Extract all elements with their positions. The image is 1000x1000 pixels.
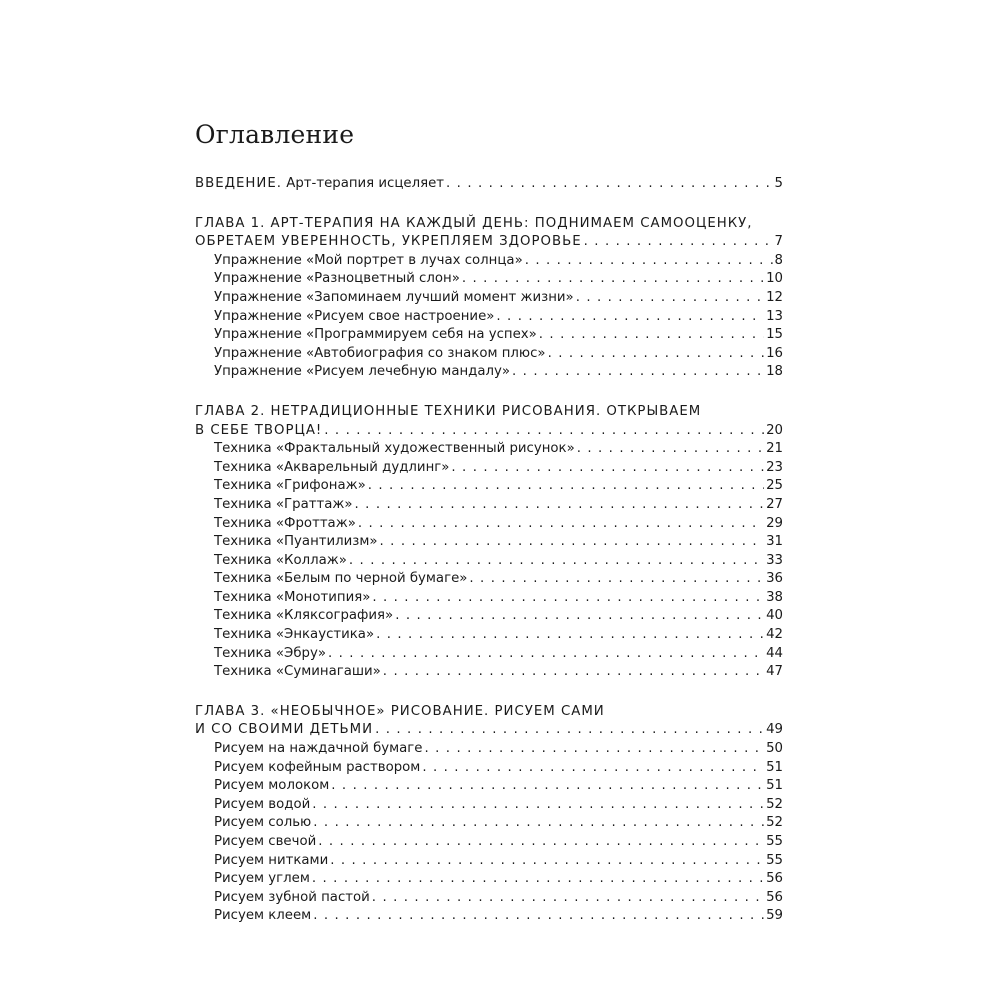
dot-leader	[424, 740, 764, 759]
page-number: 36	[766, 571, 783, 587]
toc-entry	[195, 589, 783, 608]
page-number: 10	[766, 271, 783, 287]
dot-leader	[349, 552, 764, 571]
section-gap	[195, 382, 783, 403]
page-number: 18	[766, 364, 783, 380]
toc-entry-label: Техника «Монотипия»	[214, 589, 371, 605]
toc-entry	[195, 607, 783, 626]
dot-leader	[512, 363, 764, 382]
page-number: 44	[766, 645, 783, 661]
page-number: 29	[766, 515, 783, 531]
toc-entry-label: Техника «Граттаж»	[214, 496, 353, 512]
toc-entry	[195, 533, 783, 552]
toc-entry-label: Рисуем молоком	[214, 778, 330, 794]
dot-leader	[576, 289, 764, 308]
dot-leader	[330, 852, 764, 871]
toc-entry	[195, 345, 783, 364]
toc-entry-label: Упражнение «Мой портрет в лучах солнца»	[214, 252, 523, 268]
chapter-heading-line2	[195, 422, 783, 441]
page-number: 12	[766, 289, 783, 305]
toc-entry	[195, 440, 783, 459]
dot-leader	[380, 533, 765, 552]
toc-entry	[195, 626, 783, 645]
toc-entry-label: Рисуем свечой	[214, 834, 317, 849]
toc-entry-label: Упражнение «Разноцветный слон»	[214, 271, 460, 287]
toc-entry	[195, 889, 783, 908]
page-number: 52	[766, 796, 783, 812]
page-number: 33	[766, 552, 783, 568]
chapter-heading-label: В СЕБЕ ТВОРЦА!	[195, 422, 323, 438]
dot-leader	[355, 496, 765, 515]
dot-leader	[328, 645, 764, 664]
dot-leader	[584, 233, 773, 252]
toc-entry	[195, 570, 783, 589]
toc-entry-label: Техника «Фроттаж»	[214, 515, 356, 531]
chapter-heading-label: ОБРЕТАЕМ УВЕРЕННОСТЬ, УКРЕПЛЯЕМ ЗДОРОВЬЕ	[195, 234, 582, 250]
toc-entry	[195, 552, 783, 571]
page-number: 27	[766, 496, 783, 512]
dot-leader	[372, 589, 764, 608]
toc-entry-intro	[195, 175, 783, 194]
toc-entry	[195, 663, 783, 682]
page-number: 16	[766, 345, 783, 361]
toc-entry-label: Техника «Суминагаши»	[214, 664, 381, 680]
page-number: 5	[774, 176, 783, 191]
toc-entry-label: Техника «Акварельный дудлинг»	[214, 459, 450, 475]
toc-entry-label: Рисуем водой	[214, 796, 311, 812]
page-number: 50	[766, 741, 783, 757]
page-number: 25	[766, 478, 783, 494]
toc-entry-label: Техника «Энкаустика»	[214, 627, 375, 643]
intro-caps: ВВЕДЕНИЕ.	[195, 176, 283, 191]
dot-leader	[318, 833, 764, 852]
dot-leader	[375, 721, 764, 740]
page-number: 56	[766, 889, 783, 905]
chapter-heading-line1: ГЛАВА 1. АРТ-ТЕРАПИЯ НА КАЖДЫЙ ДЕНЬ: ПОДНИМАЕМ САМООЦЕНКУ,	[195, 215, 753, 231]
toc-entry-label: Упражнение «Автобиография со знаком плюс»	[214, 345, 546, 361]
page-number: 15	[766, 327, 783, 343]
dot-leader	[313, 907, 764, 926]
dot-leader	[368, 477, 764, 496]
toc-entry	[195, 870, 783, 889]
toc-entry	[195, 833, 783, 852]
toc-entry	[195, 814, 783, 833]
page-number: 40	[766, 608, 783, 624]
page-number: 56	[766, 871, 783, 887]
dot-leader	[312, 796, 764, 815]
dot-leader	[422, 759, 764, 778]
chapter-list	[195, 194, 783, 926]
dot-leader	[358, 515, 764, 534]
toc-entry	[195, 326, 783, 345]
section-gap	[195, 194, 783, 215]
toc-entry	[195, 270, 783, 289]
dot-leader	[324, 422, 764, 441]
dot-leader	[548, 345, 765, 364]
chapter-heading-line2	[195, 721, 783, 740]
toc-entry-label: Рисуем углем	[214, 871, 310, 887]
page-number: 51	[766, 778, 783, 794]
dot-leader	[451, 459, 764, 478]
page-number: 52	[766, 815, 783, 831]
toc-entry-label: Рисуем клеем	[214, 908, 312, 924]
toc-entry	[195, 796, 783, 815]
toc-entry-label: Рисуем на наждачной бумаге	[214, 741, 423, 757]
dot-leader	[496, 308, 764, 327]
toc-entry	[195, 496, 783, 515]
toc-entry	[195, 252, 783, 271]
dot-leader	[312, 870, 764, 889]
toc-entry	[195, 777, 783, 796]
toc-entry	[195, 363, 783, 382]
page-number: 49	[766, 722, 783, 738]
toc-entry-label	[195, 175, 444, 194]
chapter-heading-line2	[195, 233, 783, 252]
dot-leader	[313, 814, 764, 833]
page-title: Оглавление	[195, 120, 355, 149]
toc-entry	[195, 907, 783, 926]
toc-entry-label: Техника «Пуантилизм»	[214, 534, 378, 550]
page-number: 8	[774, 252, 783, 268]
page-number: 20	[766, 422, 783, 438]
toc-entry	[195, 645, 783, 664]
intro-rest: Арт-терапия исцеляет	[282, 176, 445, 191]
toc-entry	[195, 740, 783, 759]
dot-leader	[331, 777, 764, 796]
page-number: 47	[766, 664, 783, 680]
toc-entry	[195, 308, 783, 327]
table-of-contents	[195, 118, 783, 926]
toc-entry-label: Техника «Кляксография»	[214, 608, 394, 624]
toc-entry-label: Техника «Эбру»	[214, 645, 326, 661]
dot-leader	[395, 607, 764, 626]
toc-entry	[195, 759, 783, 778]
page-number: 7	[774, 234, 783, 250]
dot-leader	[462, 270, 764, 289]
toc-entry	[195, 852, 783, 871]
page-number: 55	[766, 852, 783, 868]
chapter-heading-label: И СО СВОИМИ ДЕТЬМИ	[195, 722, 374, 738]
dot-leader	[525, 252, 773, 271]
toc-entry-label: Рисуем нитками	[214, 852, 329, 868]
toc-entry-label: Упражнение «Рисуем лечебную мандалу»	[214, 364, 511, 380]
toc-entry-label: Техника «Грифонаж»	[214, 478, 366, 494]
toc-entry-label: Техника «Фрактальный художественный рисунок»	[214, 441, 575, 457]
toc-entry-label: Техника «Белым по черной бумаге»	[214, 571, 468, 587]
chapter-heading-line1: ГЛАВА 2. НЕТРАДИЦИОННЫЕ ТЕХНИКИ РИСОВАНИЯ. ОТКРЫВАЕМ	[195, 403, 702, 419]
dot-leader	[372, 889, 764, 908]
page-number: 31	[766, 534, 783, 550]
dot-leader	[446, 175, 773, 194]
page-number: 38	[766, 589, 783, 605]
page-number: 23	[766, 459, 783, 475]
page-number: 42	[766, 627, 783, 643]
toc-entry-label: Рисуем кофейным раствором	[214, 759, 421, 775]
page-number: 55	[766, 834, 783, 849]
page-number: 51	[766, 759, 783, 775]
toc-entry	[195, 459, 783, 478]
section-gap	[195, 682, 783, 703]
toc-entry-label: Рисуем зубной пастой	[214, 889, 370, 905]
dot-leader	[376, 626, 764, 645]
toc-entry	[195, 515, 783, 534]
dot-leader	[577, 440, 764, 459]
toc-entry-label: Упражнение «Запоминаем лучший момент жизни»	[214, 289, 574, 305]
toc-entry-label: Упражнение «Программируем себя на успех»	[214, 327, 537, 343]
page-number: 13	[766, 308, 783, 324]
page-number: 59	[766, 908, 783, 924]
chapter-heading-line1: ГЛАВА 3. «НЕОБЫЧНОЕ» РИСОВАНИЕ. РИСУЕМ САМИ	[195, 703, 605, 719]
page-number: 21	[766, 441, 783, 457]
dot-leader	[539, 326, 764, 345]
dot-leader	[383, 663, 764, 682]
toc-entry	[195, 289, 783, 308]
toc-entry-label: Рисуем солью	[214, 815, 312, 831]
toc-entry	[195, 477, 783, 496]
toc-entry-label: Упражнение «Рисуем свое настроение»	[214, 308, 495, 324]
toc-entry-label: Техника «Коллаж»	[214, 552, 347, 568]
dot-leader	[469, 570, 764, 589]
